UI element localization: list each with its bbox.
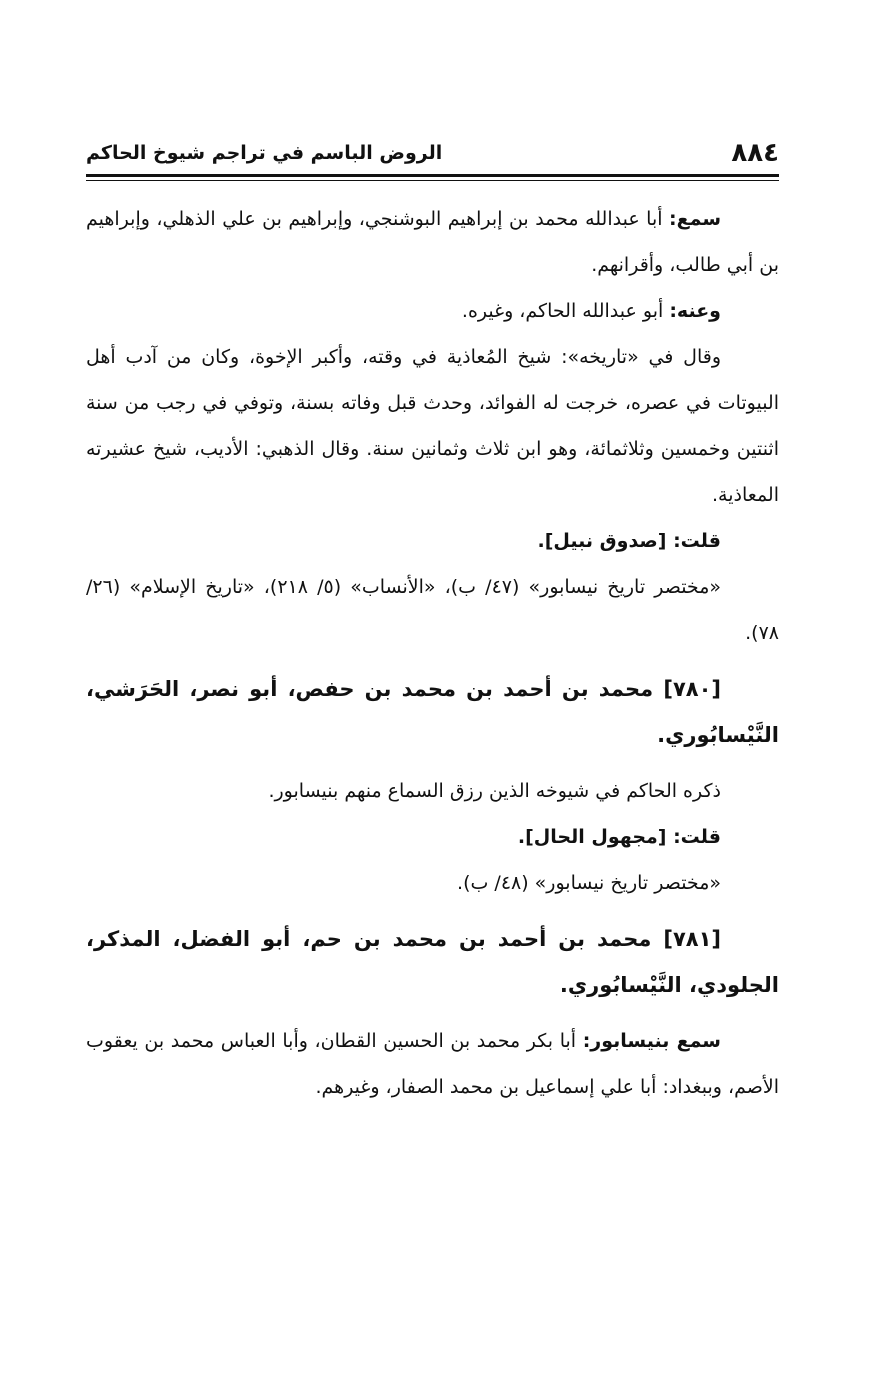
heard-label: سمع: [669,208,721,230]
paragraph-history-quote: وقال في «تاريخه»: شيخ المُعاذية في وقته، وأكبر الإخوة، وكان من آدب أهل البيوتات في عصره، خرجت له الفوائد، وحدث قبل وفاته بسنة، وتوفي في رجب من سنة اثنتين وخمسين وثلاثمائة، وهو ابن ثلاث وثمانين سنة. وقال الذهبي: الأديب، شيخ عشيرته المعاذية. [86,346,779,506]
heard-nishapur-label: سمع بنيسابور: [582,1030,721,1052]
paragraph-heard [86,196,779,288]
page-number: ٨٨٤ [731,138,779,168]
paragraph-from-him [86,288,779,334]
heard-text: أبا عبدالله محمد بن إبراهيم البوشنجي، وإبراهيم بن علي الذهلي، وإبراهيم بن أبي طالب، وأقرانهم. [86,208,779,276]
entry-heading-781: [٧٨١] محمد بن أحمد بن محمد بن حم، أبو الفضل، المذكر، الجلودي، النَّيْسابُوري. [86,927,779,997]
paragraph-heard-nishapur [86,1018,779,1110]
from-him-label: وعنه: [669,300,721,322]
paragraph-verdict-2: قلت: [مجهول الحال]. [517,826,721,848]
header-rule-thin [86,180,779,181]
from-him-text: أبو عبدالله الحاكم، وغيره. [461,300,670,322]
paragraph-sources-1: «مختصر تاريخ نيسابور» (٤٧/ ب)، «الأنساب» (٥/ ٢١٨)، «تاريخ الإسلام» (٢٦/ ٧٨). [86,576,779,644]
entry-heading-780: [٧٨٠] محمد بن أحمد بن محمد بن حفص، أبو نصر، الحَرَشي، النَّيْسابُوري. [86,677,779,747]
book-title: الروض الباسم في تراجم شيوخ الحاكم [86,142,443,164]
paragraph-mention: ذكره الحاكم في شيوخه الذين رزق السماع منهم بنيسابور. [268,780,721,802]
paragraph-verdict-1: قلت: [صدوق نبيل]. [537,530,721,552]
running-header [86,138,779,172]
paragraph-sources-2: «مختصر تاريخ نيسابور» (٤٨/ ب). [457,872,721,894]
heard-nishapur-text: أبا بكر محمد بن الحسين القطان، وأبا العباس محمد بن يعقوب الأصم، وببغداد: أبا علي إسماعيل بن محمد الصفار، وغيرهم. [86,1030,779,1098]
page-body [86,196,779,1110]
header-rule-thick [86,174,779,177]
